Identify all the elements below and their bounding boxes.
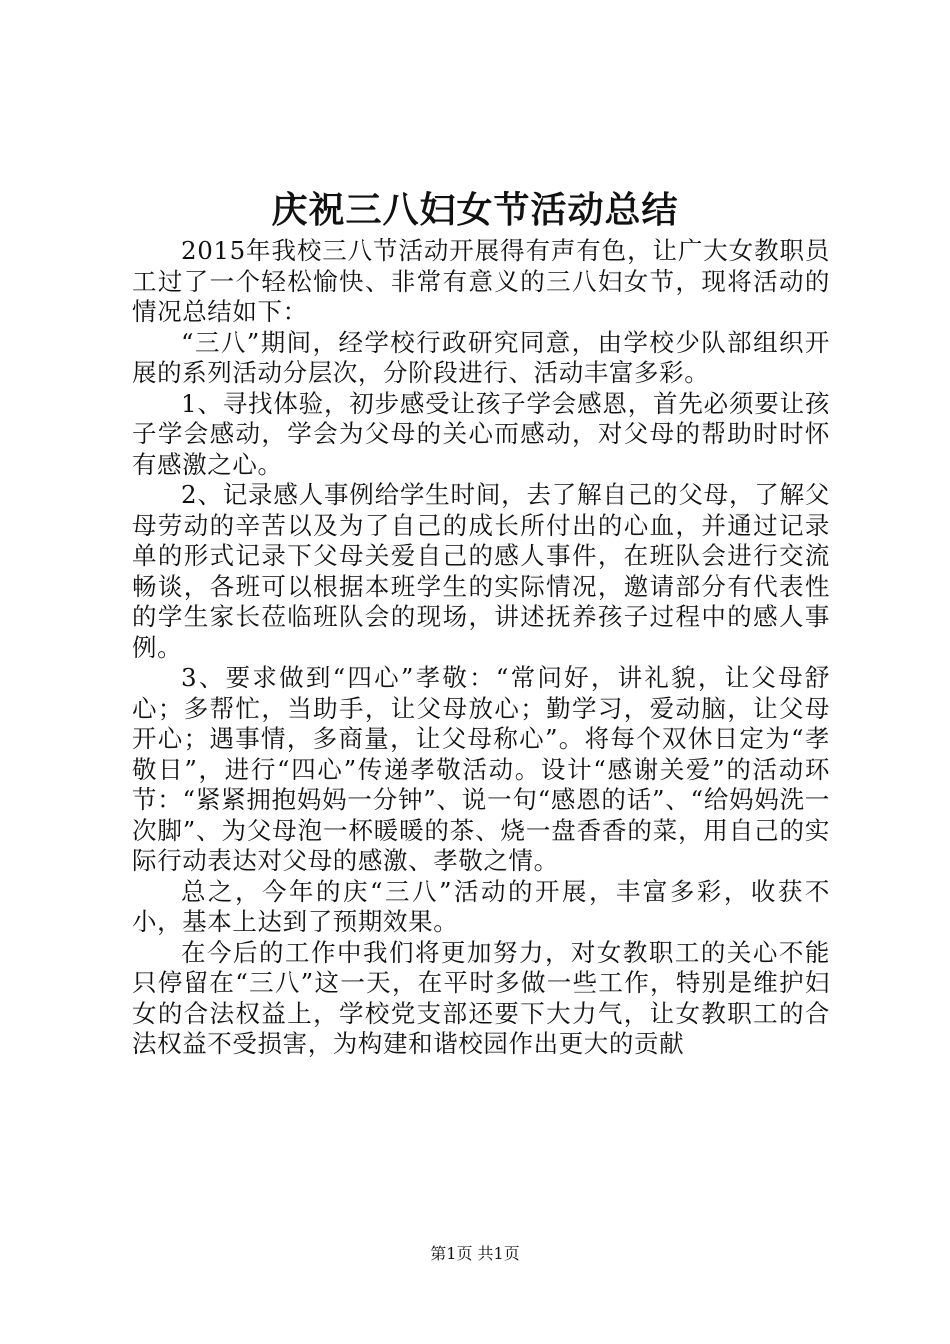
document-title: 庆祝三八妇女节活动总结 [271, 189, 679, 231]
paragraph-overview: “三八”期间，经学校行政研究同意，由学校少队部组织开展的系列活动分层次，分阶段进行、活动丰富多彩。 [132, 327, 830, 387]
paragraph-outlook: 在今后的工作中我们将更加努力，对女教职工的关心不能只停留在“三八”这一天，在平时多做一些工作，特别是维护妇女的合法权益上，学校党支部还要下大力气，让女教职工的合法权益不受损害，为构建和谐校园作出更大的贡献 [132, 937, 830, 1058]
paragraph-summary: 总之，今年的庆“三八”活动的开展，丰富多彩，收获不小，基本上达到了预期效果。 [132, 876, 830, 936]
paragraph-item-3: 3、要求做到“四心”孝敬：“常问好，讲礼貌，让父母舒心；多帮忙，当助手，让父母放心；勤学习，爱动脑，让父母开心；遇事情，多商量，让父母称心”。将每个双休日定为“孝敬日”，进行“四心”传递孝敬活动。设计“感谢关爱”的活动环节：“紧紧拥抱妈妈一分钟”、说一句“感恩的话”、“给妈妈洗一次脚”、为父母泡一杯暖暖的茶、烧一盘香香的菜，用自己的实际行动表达对父母的感激、孝敬之情。 [132, 663, 830, 875]
page-footer: 第1页 共1页 [430, 1244, 520, 1263]
paragraph-item-2: 2、记录感人事例给学生时间，去了解自己的父母，了解父母劳动的辛苦以及为了自己的成长所付出的心血，并通过记录单的形式记录下父母关爱自己的感人事件，在班队会进行交流畅谈，各班可以根据本班学生的实际情况，邀请部分有代表性的学生家长莅临班队会的现场，讲述抚养孩子过程中的感人事例。 [132, 480, 830, 662]
document-body [132, 236, 830, 1060]
paragraph-item-1: 1、寻找体验，初步感受让孩子学会感恩，首先必须要让孩子学会感动，学会为父母的关心而感动，对父母的帮助时时怀有感激之心。 [132, 388, 830, 479]
paragraph-intro: 2015年我校三八节活动开展得有声有色，让广大女教职员工过了一个轻松愉快、非常有意义的三八妇女节，现将活动的情况总结如下： [132, 236, 830, 326]
